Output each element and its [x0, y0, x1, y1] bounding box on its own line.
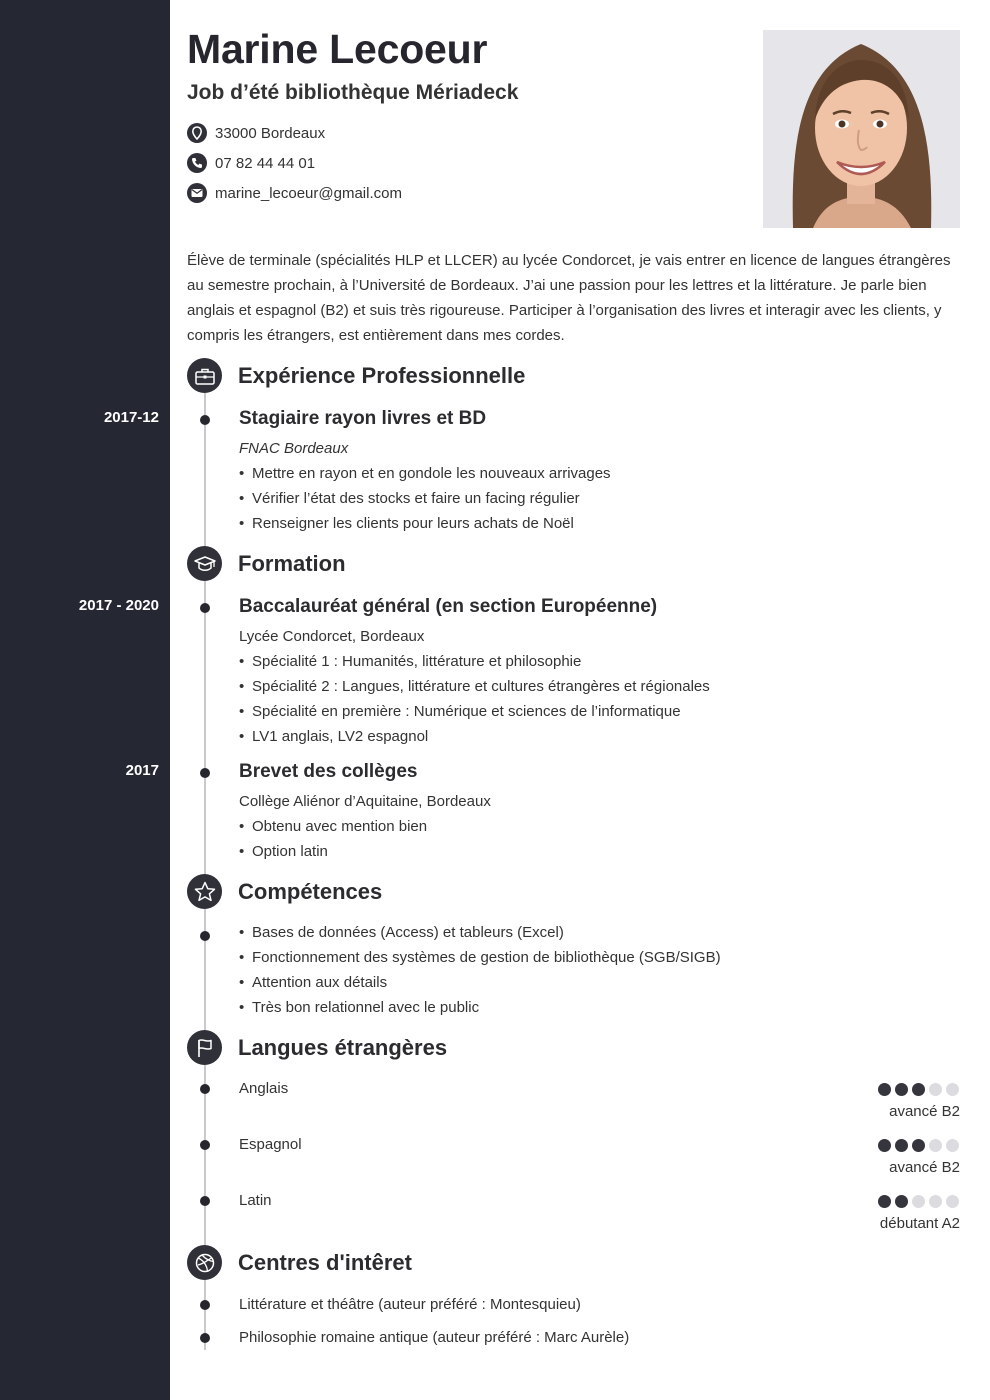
email-link[interactable]: marine_lecoeur@gmail.com: [215, 184, 402, 202]
language-level: débutant A2: [879, 1215, 960, 1232]
job-title: Job d’été bibliothèque Mériadeck: [187, 81, 519, 104]
rating-dot-empty: [946, 1083, 959, 1096]
list-item: • LV1 anglais, LV2 espagnol: [239, 724, 710, 749]
list-item: • Très bon relationnel avec le public: [239, 995, 721, 1020]
education-school: Collège Aliénor d’Aquitaine, Bordeaux: [239, 793, 491, 810]
rating-dot-empty: [929, 1139, 942, 1152]
envelope-icon: [187, 183, 207, 203]
timeline-dot: [200, 1196, 210, 1206]
section-title-education: Formation: [238, 551, 346, 576]
contact-address: [187, 122, 325, 144]
left-sidebar: [0, 0, 170, 1400]
section-title-languages: Langues étrangères: [238, 1035, 448, 1060]
language-rating: [878, 1139, 959, 1152]
language-name: Latin: [239, 1192, 272, 1209]
location-pin-icon: [187, 123, 207, 143]
education-bullets: [239, 649, 710, 749]
education-degree: Brevet des collèges: [239, 761, 418, 782]
basketball-icon: [187, 1245, 222, 1280]
rating-dot-filled: [912, 1139, 925, 1152]
education-school: Lycée Condorcet, Bordeaux: [239, 628, 425, 645]
language-level: avancé B2: [889, 1103, 960, 1120]
language-level: avancé B2: [889, 1159, 960, 1176]
timeline-dot: [200, 603, 210, 613]
timeline-dot: [200, 1084, 210, 1094]
language-name: Anglais: [239, 1080, 289, 1097]
section-title-experience: Expérience Professionnelle: [238, 363, 526, 388]
rating-dot-filled: [878, 1195, 891, 1208]
list-item: • Attention aux détails: [239, 970, 721, 995]
phone-text: 07 82 44 44 01: [215, 154, 316, 172]
experience-company: FNAC Bordeaux: [239, 440, 349, 457]
rating-dot-empty: [946, 1139, 959, 1152]
list-item: • Vérifier l’état des stocks et faire un facing régulier: [239, 486, 611, 511]
timeline-dot: [200, 1300, 210, 1310]
skills-list: [239, 920, 721, 1020]
language-rating: [878, 1083, 959, 1096]
address-text: 33000 Bordeaux: [215, 124, 326, 142]
language-name: Espagnol: [239, 1136, 302, 1153]
rating-dot-filled: [895, 1083, 908, 1096]
list-item: • Obtenu avec mention bien: [239, 814, 427, 839]
contact-phone: [187, 152, 315, 174]
star-icon: [187, 874, 222, 909]
list-item: • Mettre en rayon et en gondole les nouveaux arrivages: [239, 461, 611, 486]
timeline-dot: [200, 931, 210, 941]
section-title-skills: Compétences: [238, 879, 383, 904]
education-degree: Baccalauréat général (en section Européenne): [239, 596, 658, 617]
rating-dot-empty: [912, 1195, 925, 1208]
list-item: • Bases de données (Access) et tableurs (Excel): [239, 920, 721, 945]
education-date: 2017: [125, 762, 159, 779]
language-rating: [878, 1195, 959, 1208]
profile-summary: Élève de terminale (spécialités HLP et LLCER) au lycée Condorcet, je vais entrer en licence de langues étrangères au semestre prochain, à l’Université de Bordeaux. J’ai une passion pour les lettres et la littérature. Je parle bien anglais et espagnol (B2) et suis très rigoureuse. Participer à l’organisation des livres et interagir avec les clients, y compris les étrangers, est entièrement dans mes cordes.: [187, 252, 951, 344]
list-item: • Option latin: [239, 839, 427, 864]
profile-photo: [763, 30, 960, 228]
rating-dot-empty: [929, 1195, 942, 1208]
timeline-dot: [200, 1333, 210, 1343]
list-item: • Spécialité 2 : Langues, littérature et cultures étrangères et régionales: [239, 674, 710, 699]
timeline-dot: [200, 415, 210, 425]
list-item: • Renseigner les clients pour leurs achats de Noël: [239, 511, 611, 536]
education-date: 2017 - 2020: [78, 597, 159, 614]
section-title-interests: Centres d'intêret: [238, 1250, 412, 1275]
interest-item: Philosophie romaine antique (auteur préféré : Marc Aurèle): [239, 1329, 630, 1346]
list-item: • Fonctionnement des systèmes de gestion de bibliothèque (SGB/SIGB): [239, 945, 721, 970]
experience-role: Stagiaire rayon livres et BD: [239, 408, 487, 429]
candidate-name: Marine Lecoeur: [187, 26, 488, 72]
rating-dot-filled: [912, 1083, 925, 1096]
education-bullets: [239, 814, 427, 864]
timeline-dot: [200, 1140, 210, 1150]
rating-dot-empty: [946, 1195, 959, 1208]
flag-icon: [187, 1030, 222, 1065]
rating-dot-empty: [929, 1083, 942, 1096]
experience-bullets: [239, 461, 611, 536]
rating-dot-filled: [895, 1195, 908, 1208]
list-item: • Spécialité 1 : Humanités, littérature et philosophie: [239, 649, 710, 674]
contact-email: [187, 182, 402, 204]
timeline-dot: [200, 768, 210, 778]
list-item: • Spécialité en première : Numérique et sciences de l’informatique: [239, 699, 710, 724]
interest-item: Littérature et théâtre (auteur préféré : Montesquieu): [239, 1296, 581, 1313]
graduation-cap-icon: [187, 546, 222, 581]
rating-dot-filled: [878, 1083, 891, 1096]
rating-dot-filled: [878, 1139, 891, 1152]
rating-dot-filled: [895, 1139, 908, 1152]
briefcase-icon: [187, 358, 222, 393]
phone-icon: [187, 153, 207, 173]
experience-date: 2017-12: [103, 409, 159, 426]
